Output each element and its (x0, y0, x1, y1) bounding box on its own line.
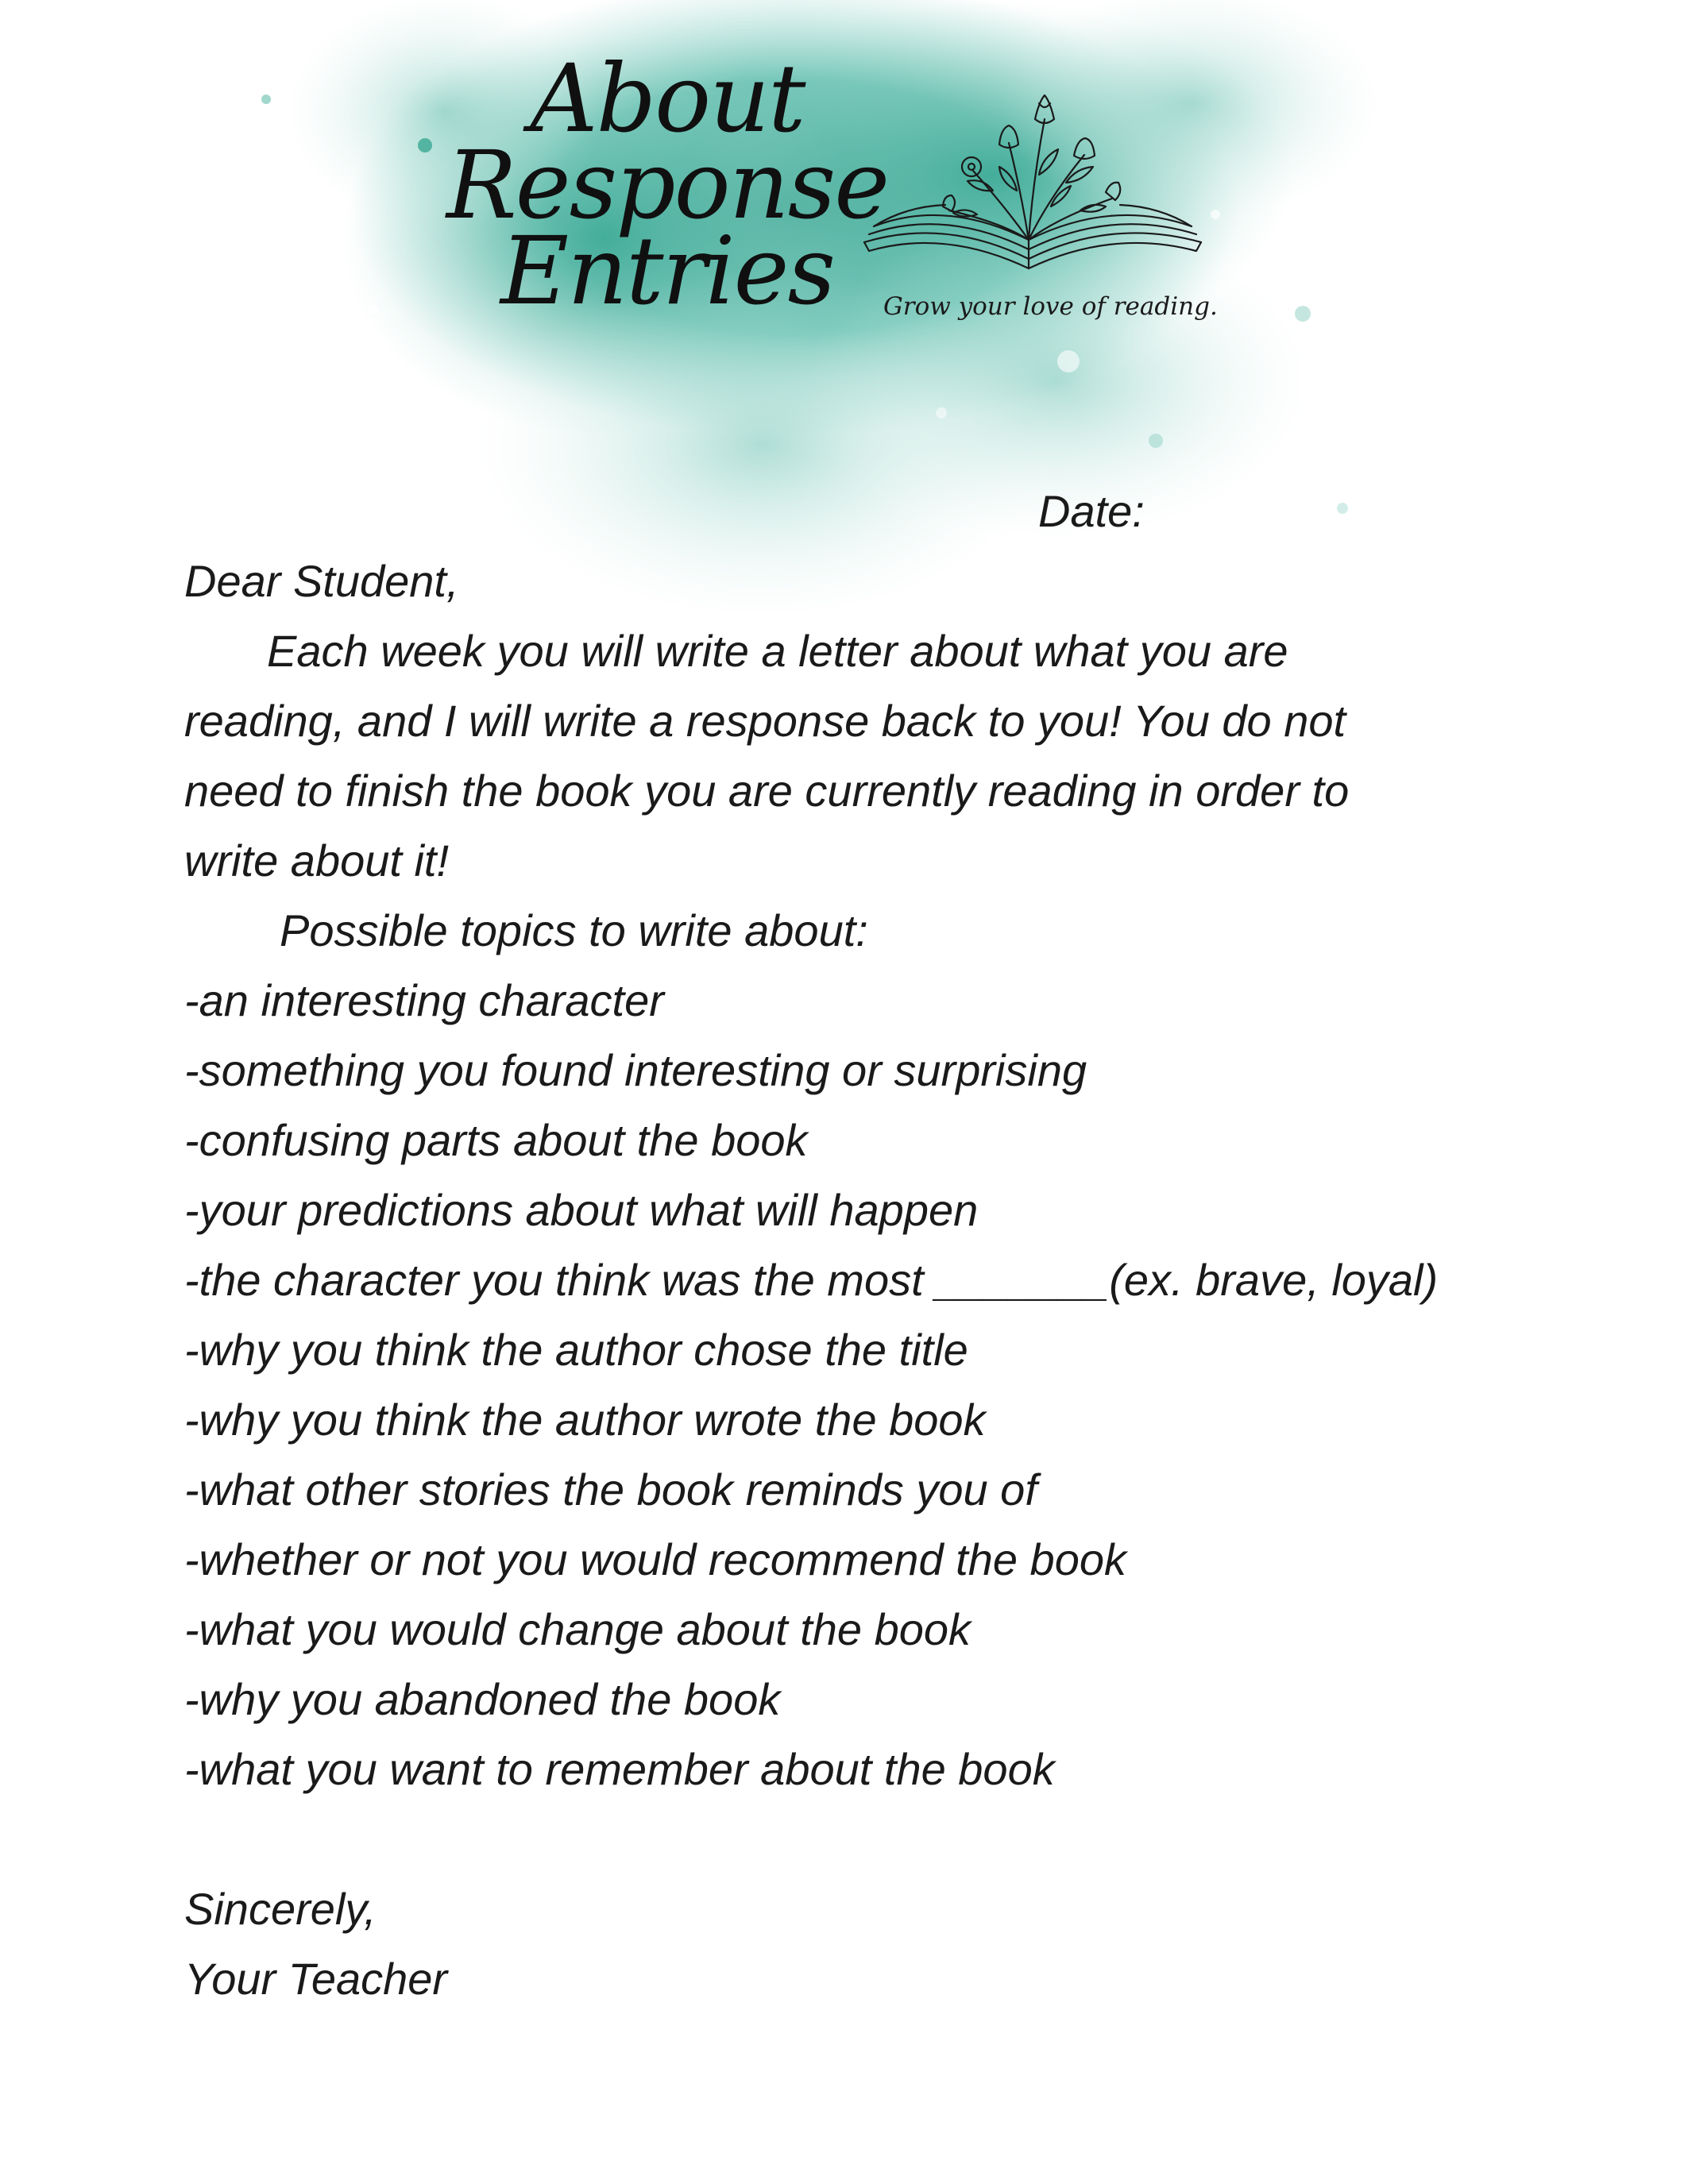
topic-item: -what you would change about the book (184, 1604, 971, 1654)
page-title (445, 44, 890, 326)
title-line-entries: Entries (500, 216, 835, 326)
topic-item: -why you think the author wrote the book (184, 1395, 986, 1445)
signature: Your Teacher (184, 1954, 448, 2004)
closing: Sincerely, (184, 1884, 377, 1934)
topic-item: -what you want to remember about the book (184, 1744, 1055, 1794)
topic-item: -your predictions about what will happen (184, 1185, 979, 1235)
letter-body (184, 477, 1551, 2014)
topic-item: -whether or not you would recommend the book (184, 1534, 1126, 1584)
intro-line: reading, and I will write a response back to you! You do not (184, 696, 1346, 746)
topic-item: -what other stories the book reminds you of (184, 1464, 1037, 1515)
topic-item: -an interesting character (184, 975, 664, 1025)
topics-heading: Possible topics to write about: (280, 905, 868, 955)
intro-line: write about it! (184, 835, 450, 886)
topic-item: -why you think the author chose the title (184, 1325, 968, 1375)
greeting: Dear Student, (184, 556, 459, 606)
intro-line: Each week you will write a letter about what you are (267, 626, 1288, 676)
topic-item: -confusing parts about the book (184, 1115, 808, 1165)
topic-item: -why you abandoned the book (184, 1674, 781, 1724)
topic-item: -the character you think was the most _______(ex. brave, loyal) (184, 1255, 1439, 1305)
date-label: Date: (1038, 486, 1145, 536)
intro-line: need to finish the book you are currently reading in order to (184, 766, 1350, 816)
open-book-with-flowers-icon (858, 87, 1207, 278)
title-line-response: Response (446, 129, 889, 240)
title-line-about: About (530, 44, 805, 153)
tagline: Grow your love of reading. (883, 292, 1218, 321)
blank-line (184, 1804, 1551, 1874)
topic-item: -something you found interesting or surprising (184, 1045, 1087, 1095)
